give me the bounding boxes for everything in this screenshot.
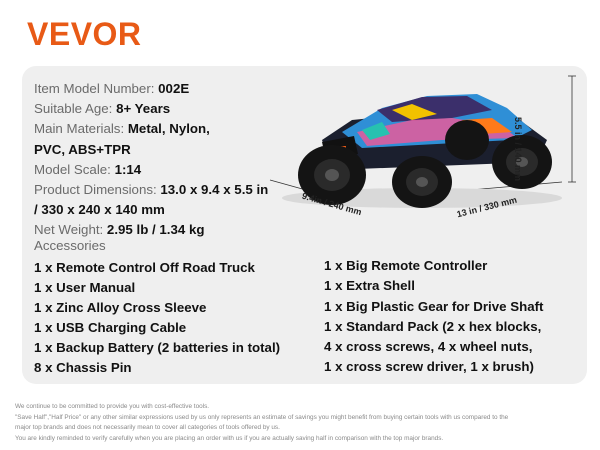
accessory-item: 8 x Chassis Pin [34, 360, 132, 375]
disclaimer-line: You are kindly reminded to verify carefully when you are placing an order with us if you are actually saving half in comparison with the top major brands. [15, 434, 444, 442]
rc-truck-image [262, 70, 582, 230]
spec-label: Main Materials: [34, 121, 128, 137]
spec-list [34, 79, 284, 241]
accessory-item: 1 x Remote Control Off Road Truck [34, 260, 255, 275]
disclaimer-line: "Save Half","Half Price" or any other similar expressions used by us only represents an estimate of savings you might benefit from buying certain tools with us compared to the [15, 413, 509, 421]
disclaimer-line: We continue to be committed to provide you with cost-effective tools. [15, 403, 210, 410]
spec-value: / 330 x 240 x 140 mm [34, 202, 165, 218]
spec-value: 13.0 x 9.4 x 5.5 in [160, 182, 269, 198]
accessory-item: 1 x Extra Shell [324, 278, 415, 294]
vevor-logo: VEVOR [27, 16, 142, 52]
accessory-item: 1 x Zinc Alloy Cross Sleeve [34, 300, 207, 315]
spec-value: Metal, Nylon, [127, 121, 210, 137]
spec-suitable-age [34, 99, 284, 119]
spec-value: 002E [158, 81, 190, 96]
spec-product-dimensions [34, 180, 284, 200]
disclaimer [15, 402, 590, 444]
accessories-list-right [324, 256, 543, 378]
spec-value: 8+ Years [116, 101, 171, 117]
spec-value: PVC, ABS+TPR [34, 141, 131, 157]
accessory-item: 1 x Big Remote Controller [324, 258, 488, 273]
accessory-item: 1 x Backup Battery (2 batteries in total) [34, 340, 281, 355]
accessory-item: 1 x Standard Pack (2 x hex blocks, [324, 318, 542, 334]
spec-label: Suitable Age: [34, 101, 117, 117]
accessory-item: 1 x User Manual [34, 280, 136, 295]
spec-label: Product Dimensions: [34, 182, 161, 198]
accessory-item: 1 x Big Plastic Gear for Drive Shaft [324, 298, 544, 314]
accessory-item: 4 x cross screws, 4 x wheel nuts, [324, 339, 533, 355]
spec-main-materials-cont [34, 140, 284, 160]
spec-model-scale [34, 160, 284, 180]
disclaimer-line: major top brands and does not necessarily mean to cover all categories of tools offered by us. [15, 424, 280, 432]
dimension-width-label: 9.4in / 240 mm [300, 190, 363, 218]
spec-label: Model Scale: [34, 161, 115, 177]
spec-label: Net Weight: [34, 222, 107, 238]
spec-product-dimensions-cont [34, 200, 284, 220]
accessory-item: 1 x cross screw driver, 1 x brush) [324, 359, 534, 375]
accessories-title: Accessories [34, 238, 106, 253]
spec-model-number [34, 79, 284, 99]
accessory-item: 1 x USB Charging Cable [34, 320, 187, 335]
spec-value: 1:14 [114, 161, 142, 177]
spec-value: 2.95 lb / 1.34 kg [106, 222, 205, 238]
spec-main-materials [34, 119, 284, 139]
dimension-length-label: 13 in / 330 mm [455, 194, 518, 220]
dimension-height-label: 5.5 in / 140 mm [513, 117, 523, 182]
spec-label: Item Model Number: [34, 81, 159, 96]
accessories-list-left [34, 258, 280, 378]
